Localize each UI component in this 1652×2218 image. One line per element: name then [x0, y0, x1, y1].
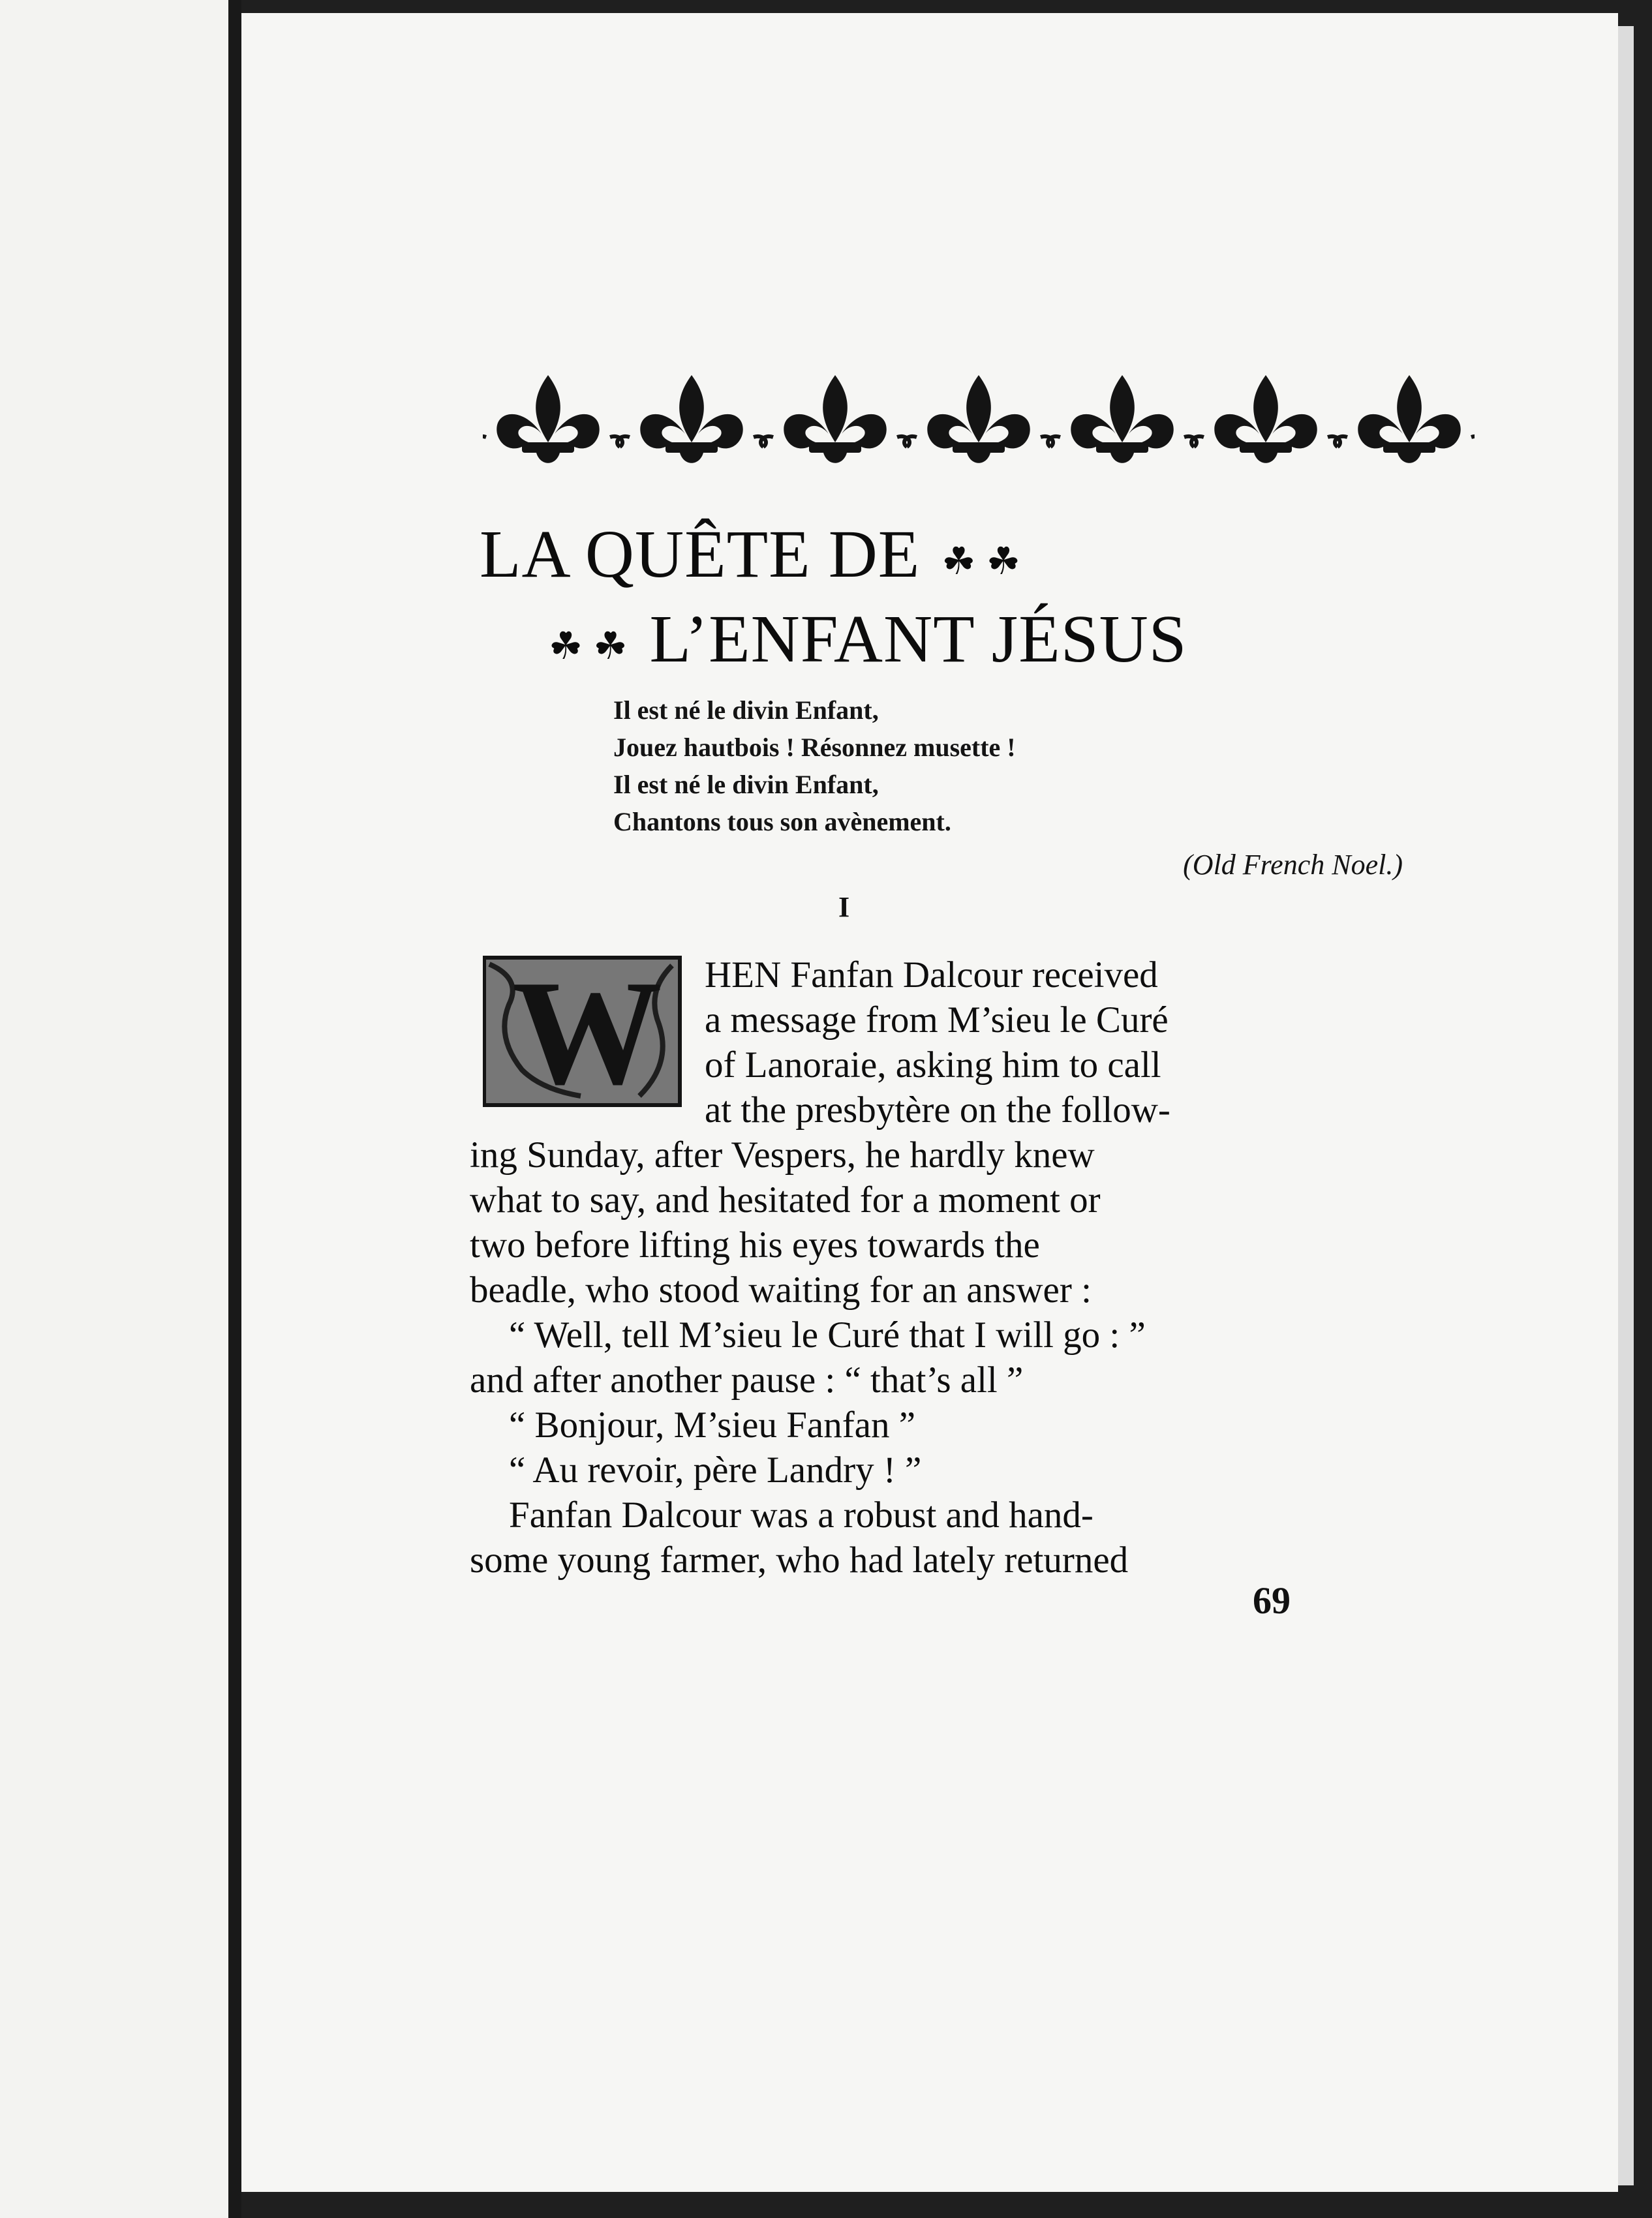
- body-line: what to say, and hesitated for a moment or: [470, 1179, 1101, 1221]
- clover-ornament-icon: ☘ ☘: [549, 625, 628, 668]
- chapter-title-line-2: [545, 600, 1187, 678]
- chapter-title-line-1: [480, 515, 1025, 593]
- epigraph-line: Il est né le divin Enfant,: [613, 695, 879, 725]
- body-line: Fanfan Dalcour was a robust and hand-: [509, 1495, 1094, 1536]
- epigraph-source: (Old French Noel.): [1183, 849, 1403, 881]
- page-content: [241, 13, 1618, 2192]
- page-gutter: [228, 0, 241, 2218]
- body-text: [470, 952, 1455, 1583]
- body-line: a message from M’sieu le Curé: [705, 999, 1169, 1041]
- left-page: [0, 0, 228, 2218]
- epigraph-line: Jouez hautbois ! Résonnez musette !: [613, 733, 1016, 762]
- dropcap-letter: W: [512, 952, 662, 1109]
- body-line: HEN Fanfan Dalcour received: [705, 954, 1158, 995]
- body-line: two before lifting his eyes towards the: [470, 1224, 1040, 1266]
- fleur-de-lis-ornament-icon: [483, 359, 1475, 483]
- body-line: of Lanoraie, asking him to call: [705, 1044, 1161, 1086]
- clover-ornament-icon: ☘ ☘: [941, 540, 1021, 583]
- body-line: “ Well, tell M’sieu le Curé that I will go : ”: [509, 1314, 1146, 1356]
- page-number: 69: [1253, 1579, 1291, 1622]
- epigraph-line: Chantons tous son avènement.: [613, 807, 951, 836]
- epigraph-line: Il est né le divin Enfant,: [613, 770, 879, 799]
- title-text-2: L’ENFANT JÉSUS: [649, 601, 1187, 676]
- section-number: I: [838, 891, 850, 923]
- epigraph: [613, 691, 1266, 840]
- book-page: [241, 13, 1618, 2192]
- page-edge: [1618, 26, 1634, 2185]
- body-line: “ Au revoir, père Landry ! ”: [509, 1450, 922, 1491]
- body-line: ing Sunday, after Vespers, he hardly knew: [470, 1134, 1095, 1176]
- body-line: at the presbytère on the follow-: [705, 1089, 1170, 1131]
- body-line: and after another pause : “ that’s all ”: [470, 1360, 1024, 1401]
- body-line: “ Bonjour, M’sieu Fanfan ”: [509, 1405, 916, 1446]
- body-line: beadle, who stood waiting for an answer :: [470, 1269, 1092, 1311]
- title-text-1: LA QUÊTE DE: [480, 517, 921, 592]
- body-line: some young farmer, who had lately returned: [470, 1540, 1129, 1581]
